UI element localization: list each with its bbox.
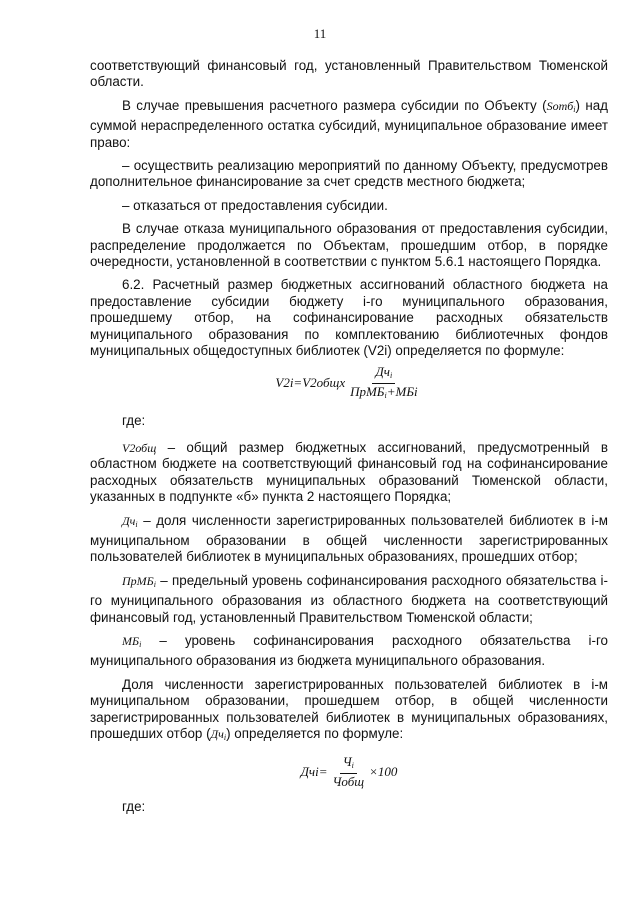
term-dchi: $Дч_i$ – доля численности зарегистрированных пользователей библиотек в i-м муниципальном образовании в общей численности зарегистрированных пользователей библиотек в муниципальных образованиях, прошедших отбор; (90, 512, 608, 565)
page-number: 11 (313, 26, 327, 41)
term-v2obsch: V2общ – общий размер бюджетных ассигнований, предусмотренный в областном бюджете на соответствующий финансовый год на софинансирование расходных обязательств муниципальных образований Тюменской области, указанных в подпункте «б» пункта 2 настоящего Порядка; (90, 439, 608, 505)
paragraph-share-users: Доля численности зарегистрированных пользователей библиотек в i-м муниципальном образовании, прошедшем отбор, в общей численности зарегистрированных пользователей библиотек в муниципальных образованиях, прошедших отбор $(Дч_i)$ определяется по формуле: (90, 676, 608, 742)
formula-dchi-fraction: $\frac{Ч_i}{\text{Чобщ}}$ (332, 754, 365, 790)
symbol-dchi: $Дч_i$ (122, 513, 138, 529)
document-body (90, 58, 608, 816)
symbol-dchi-inline: $Дч_i$ (210, 727, 227, 742)
symbol-mbi: $МБ_i$ (122, 633, 142, 649)
list-item-refuse-subsidy: – отказаться от предоставления субсидии. (122, 197, 388, 213)
term-prmbi: ПрМБ$_i$ – предельный уровень софинансирования расходного обязательства i-го муниципального образования из областного бюджета на соответствующий финансовый год, установленный Правительством Тюменской области; (90, 572, 608, 625)
paragraph-refusal-case: В случае отказа муниципального образования от предоставления субсидии, распределение продолжается по Объектам, прошедшим отбор, в порядке очередности, установленной в соответствии с пунктом 5.6.1 настоящего Порядка. (90, 221, 608, 270)
where-label: где: (122, 412, 146, 428)
symbol-prmbi: ПрМБ$_i$ (122, 573, 156, 589)
paragraph-continuation: соответствующий финансовый год, установленный Правительством Тюменской области. (90, 58, 608, 90)
formula-v2i-fraction: $\frac{Дч_i}{ПрМБ_i+МБi}$ (350, 363, 418, 400)
formula-v2i: V2i=V2общх $\frac{Дч_i}{ПрМБ_i+МБi}$ (90, 364, 608, 403)
symbol-v2obsch: V2общ (122, 440, 157, 455)
symbol-sotb: Sотб$_i$ (546, 98, 576, 114)
list-item-additional-financing: – осуществить реализацию мероприятий по данному Объекту, предусмотрев дополнительное финансирование за счет средств местного бюджета; (90, 158, 608, 190)
paragraph-section-6-2: 6.2. Расчетный размер бюджетных ассигнований областного бюджета на предоставление субсидии бюджету i-го муниципального образования, прошедшему отбор, на софинансирование расходных обязательств муниципального образования по комплектованию библиотечных фондов муниципальных общедоступных библиотек (V2i) определяется по формуле: (90, 277, 608, 359)
where-label-2: где: (122, 799, 146, 815)
formula-dchi: Дчi= $\frac{Ч_i}{\text{Чобщ}}$ ×100 (300, 754, 398, 790)
paragraph-excess-subsidy: В случае превышения расчетного размера субсидии по Объекту (Sотб$_i$) над суммой нераспределенного остатка субсидий, муниципальное образование имеет право: (90, 97, 608, 150)
term-mbi: $МБ_i$ – уровень софинансирования расходного обязательства i-го муниципального образования из бюджета муниципального образования. (90, 632, 608, 669)
